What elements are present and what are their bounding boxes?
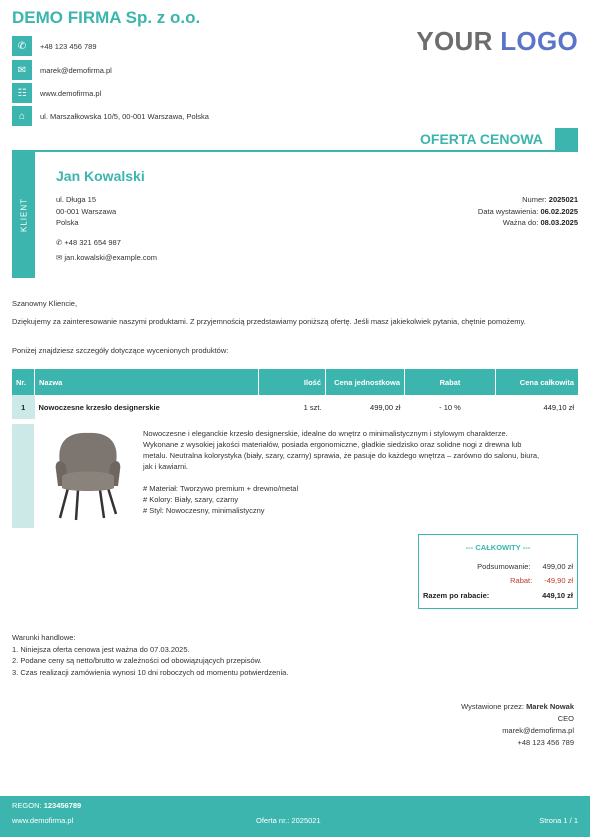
discount-label: Rabat: [510, 576, 533, 585]
terms-block [12, 632, 578, 678]
company-website[interactable]: www.demofirma.pl [40, 88, 102, 98]
offer-number: 2025021 [548, 195, 578, 204]
offer-meta [478, 194, 578, 229]
regon-value: 123456789 [43, 801, 82, 810]
col-unit-price: Cena jednostkowa [326, 369, 405, 395]
issuer-label: Wystawione przez: [461, 702, 524, 711]
issuer-phone: +48 123 456 789 [517, 738, 574, 747]
footer-offer-number: Oferta nr.: 2025021 [256, 816, 321, 825]
description-side-cell [12, 424, 34, 528]
intro-paragraph: Dziękujemy za zainteresowanie naszymi produktami. Z przyjemnością przedstawiamy poniższą ofertę. Jeśli masz jakiekolwiek pytania, chętnie pomożemy. [12, 317, 526, 326]
row-qty: 1 szt. [303, 402, 322, 412]
client-side-bar [12, 152, 35, 278]
product-description: Nowoczesne i eleganckie krzesło designerskie, idealne do wnętrz o minimalistycznym i stylowym charakterze. Wykonane z wysokiej jakości materiałów, posiada ergonomiczne, gładkie siedzisko oraz solidne nogi z drewna lub metalu. Neutralna kolorystyka (biały, szary, czarny) sprawia, że pasuje do każdego wnętrza – zarówno do salonu, biura, jak i kawiarni. [143, 429, 540, 471]
product-chair-image [48, 430, 128, 522]
client-street: ul. Długa 15 [56, 195, 97, 204]
subtotal-label: Podsumowanie: [477, 562, 531, 571]
term-3: 3. Czas realizacji zamówienia wynosi 10 dni roboczych od momentu potwierdzenia. [12, 667, 289, 677]
page-footer [0, 796, 590, 837]
client-address [56, 194, 116, 229]
company-phone-row [12, 36, 97, 56]
items-table [12, 369, 578, 419]
valid-until-date: 08.03.2025 [540, 218, 578, 227]
company-address-row [12, 106, 209, 126]
col-discount: Rabat [405, 369, 496, 395]
logo-word-your: YOUR [416, 26, 493, 56]
client-name: Jan Kowalski [56, 168, 145, 184]
row-unit-price: 499,00 zł [370, 402, 401, 412]
client-city: 00-001 Warszawa [56, 206, 117, 216]
issuer-name: Marek Nowak [526, 702, 574, 711]
company-email-row [12, 60, 112, 80]
terms-title: Warunki handlowe: [12, 633, 76, 642]
product-attr-material: # Materiał: Tworzywo premium + drewno/metal [143, 484, 299, 493]
client-email[interactable]: jan.kowalski@example.com [64, 253, 158, 262]
discount-row [419, 576, 577, 590]
client-email-row [56, 253, 157, 262]
phone-icon: ✆ [12, 36, 32, 56]
table-header-row [12, 369, 578, 395]
row-name: Nowoczesne krzesło designerskie [38, 402, 160, 412]
col-nr: Nr. [12, 369, 35, 395]
regon-label: REGON: [12, 801, 42, 810]
envelope-icon: ✉ [56, 253, 63, 262]
offer-title-divider [12, 150, 578, 152]
grand-total-value: 449,10 zł [542, 591, 573, 600]
offer-title-accent [555, 128, 578, 151]
col-qty: Ilość [259, 369, 326, 395]
subtotal-value: 499,00 zł [542, 562, 573, 571]
row-nr: 1 [12, 395, 35, 419]
footer-page-number: Strona 1 / 1 [539, 816, 578, 825]
col-name: Nazwa [35, 369, 259, 395]
logo-word-logo: LOGO [500, 26, 578, 56]
offer-title: OFERTA CENOWA [420, 131, 543, 147]
company-name: DEMO FIRMA Sp. z o.o. [12, 8, 201, 27]
footer-website[interactable]: www.demofirma.pl [12, 816, 74, 825]
issue-date: 06.02.2025 [540, 206, 578, 216]
grand-total-label: Razem po rabacie: [423, 591, 490, 600]
company-website-row [12, 83, 101, 103]
company-phone: +48 123 456 789 [40, 41, 97, 51]
subtotal-row [419, 562, 577, 576]
client-phone-row [56, 238, 121, 247]
issued-label: Data wystawienia: [477, 206, 539, 216]
term-1: 1. Niniejsza oferta cenowa jest ważna do 07.03.2025. [12, 644, 190, 654]
company-logo [416, 26, 578, 57]
totals-title: --- CAŁKOWITY --- [465, 543, 531, 552]
globe-icon: ☷ [12, 83, 32, 103]
valid-label: Ważna do: [502, 218, 539, 227]
number-label: Numer: [522, 195, 547, 204]
greeting: Szanowny Kliencie, [12, 299, 78, 308]
location-icon: ⌂ [12, 106, 32, 126]
row-total: 449,10 zł [543, 402, 574, 412]
footer-regon [12, 801, 81, 810]
issuer-role: CEO [557, 714, 574, 723]
col-total-price: Cena całkowita [496, 369, 579, 395]
client-side-label: KLIENT [19, 197, 28, 233]
table-row [12, 395, 578, 419]
product-attr-style: # Styl: Nowoczesny, minimalistyczny [143, 506, 265, 515]
row-discount: - 10 % [439, 402, 461, 412]
intro-details-line: Poniżej znajdziesz szczegóły dotyczące wycenionych produktów: [12, 346, 229, 355]
discount-value: -49,90 zł [544, 576, 573, 585]
envelope-icon: ✉ [12, 60, 32, 80]
grand-total-row [419, 591, 577, 605]
product-description-block [143, 428, 543, 516]
issuer-email[interactable]: marek@demofirma.pl [502, 726, 574, 735]
totals-box [418, 534, 578, 609]
company-email[interactable]: marek@demofirma.pl [40, 65, 112, 75]
phone-icon: ✆ [56, 238, 63, 247]
term-2: 2. Podane ceny są netto/brutto w zależności od obowiązujących przepisów. [12, 656, 262, 665]
client-phone: +48 321 654 987 [64, 238, 121, 247]
company-address: ul. Marszałkowska 10/5, 00-001 Warszawa, Polska [40, 111, 209, 121]
product-attr-colors: # Kolory: Biały, szary, czarny [143, 495, 239, 504]
client-country: Polska [56, 218, 79, 227]
issuer-block [461, 701, 574, 749]
